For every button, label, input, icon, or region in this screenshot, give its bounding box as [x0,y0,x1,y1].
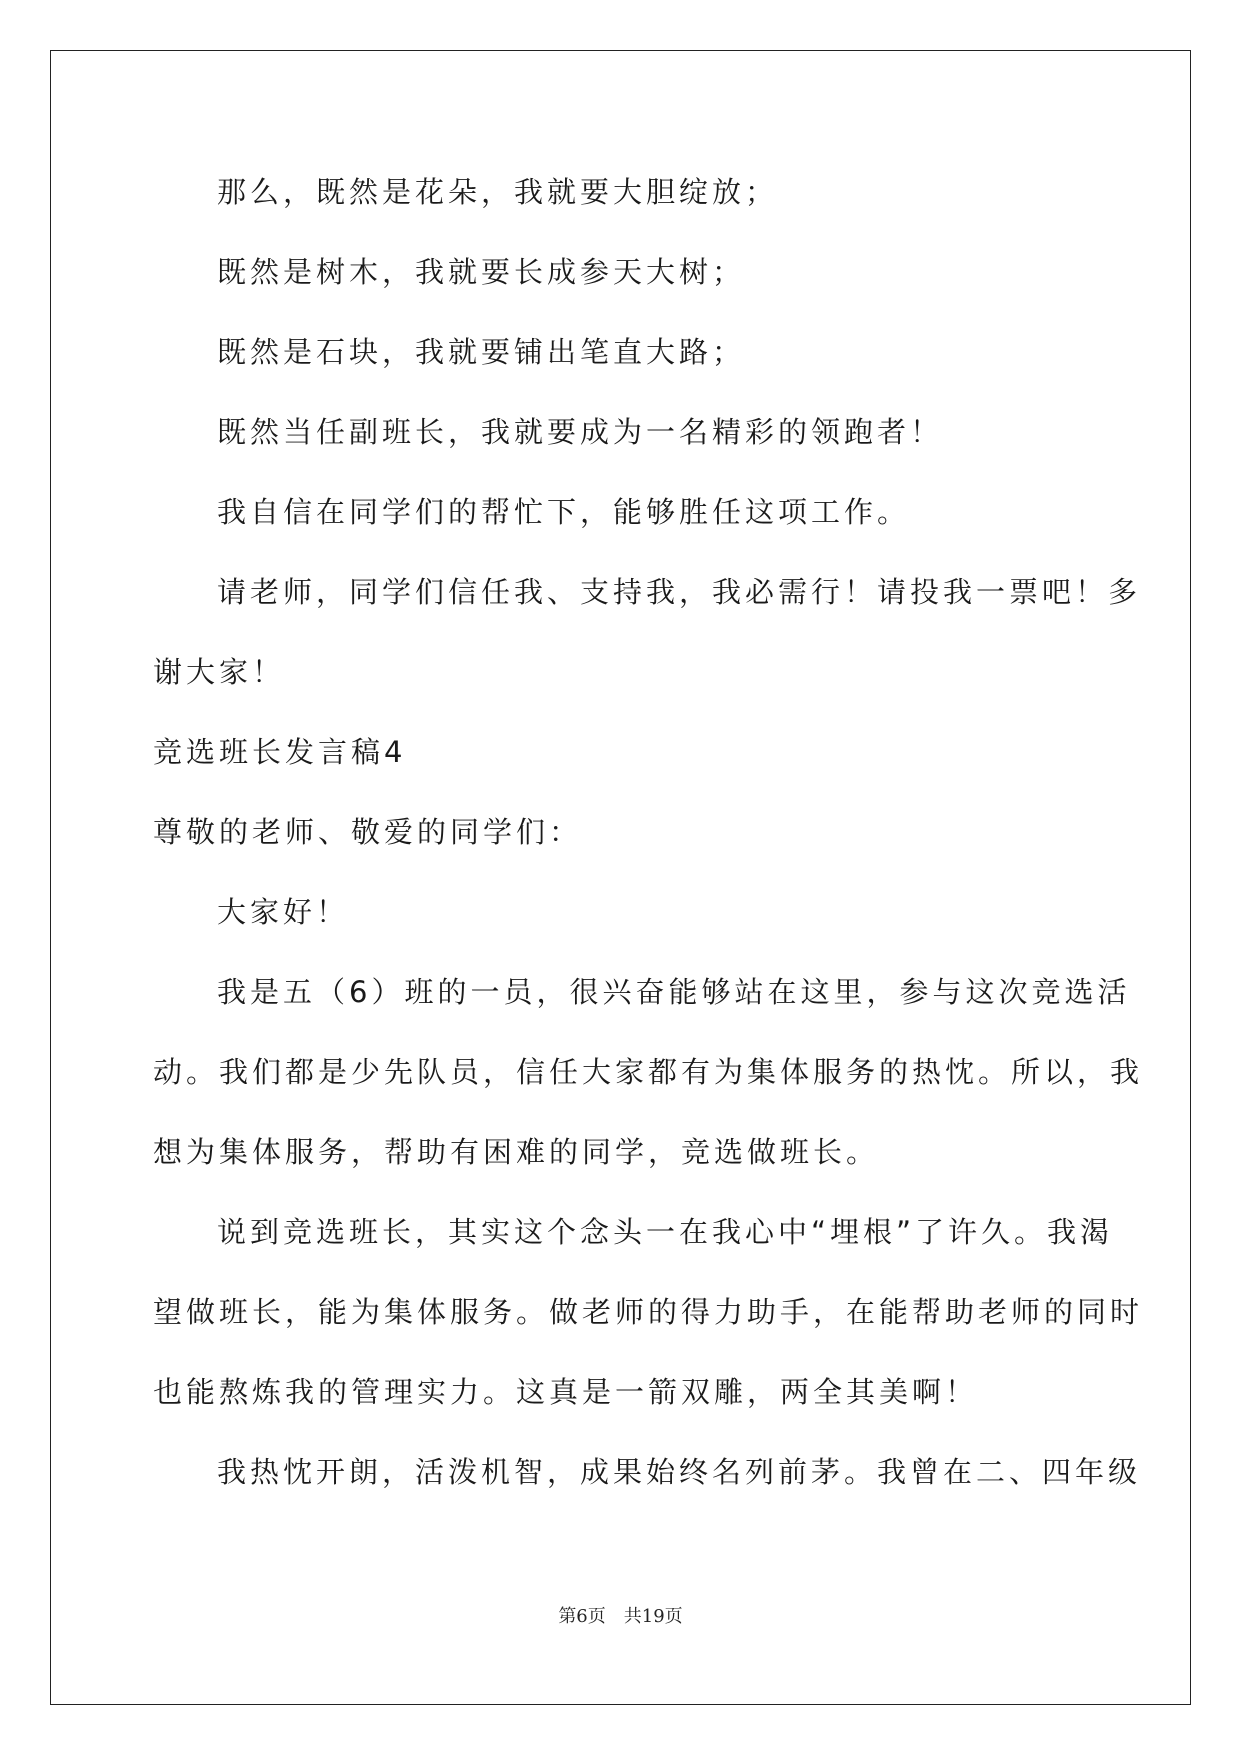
paragraph-line: 也能熬炼我的管理实力。这真是一箭双雕，两全其美啊！ [153,1375,979,1409]
paragraph-line: 请老师，同学们信任我、支持我，我必需行！请投我一票吧！多 [217,575,1142,609]
paragraph-line: 我热忱开朗，活泼机智，成果始终名列前茅。我曾在二、四年级 [217,1455,1142,1489]
salutation: 尊敬的老师、敬爱的同学们： [153,815,583,849]
paragraph-line: 既然是树木，我就要长成参天大树； [217,255,746,289]
paragraph-line: 说到竞选班长，其实这个念头一在我心中“埋根”了许久。我渴 [217,1215,1114,1249]
greeting: 大家好！ [217,895,350,929]
paragraph-line: 动。我们都是少先队员，信任大家都有为集体服务的热忱。所以，我 [153,1055,1144,1089]
paragraph-line: 谢大家！ [153,655,286,689]
paragraph-line: 那么，既然是花朵，我就要大胆绽放； [217,175,779,209]
paragraph-line: 想为集体服务，帮助有困难的同学，竞选做班长。 [153,1135,880,1169]
page-number-footer: 第6页 共19页 [558,1606,683,1627]
paragraph-line: 我是五（6）班的一员，很兴奋能够站在这里，参与这次竞选活 [217,975,1131,1009]
section-heading: 竞选班长发言稿4 [153,735,407,769]
paragraph-line: 既然当任副班长，我就要成为一名精彩的领跑者！ [217,415,944,449]
paragraph-line: 望做班长，能为集体服务。做老师的得力助手，在能帮助老师的同时 [153,1295,1144,1329]
paragraph-line: 我自信在同学们的帮忙下，能够胜任这项工作。 [217,495,911,529]
paragraph-line: 既然是石块，我就要铺出笔直大路； [217,335,746,369]
